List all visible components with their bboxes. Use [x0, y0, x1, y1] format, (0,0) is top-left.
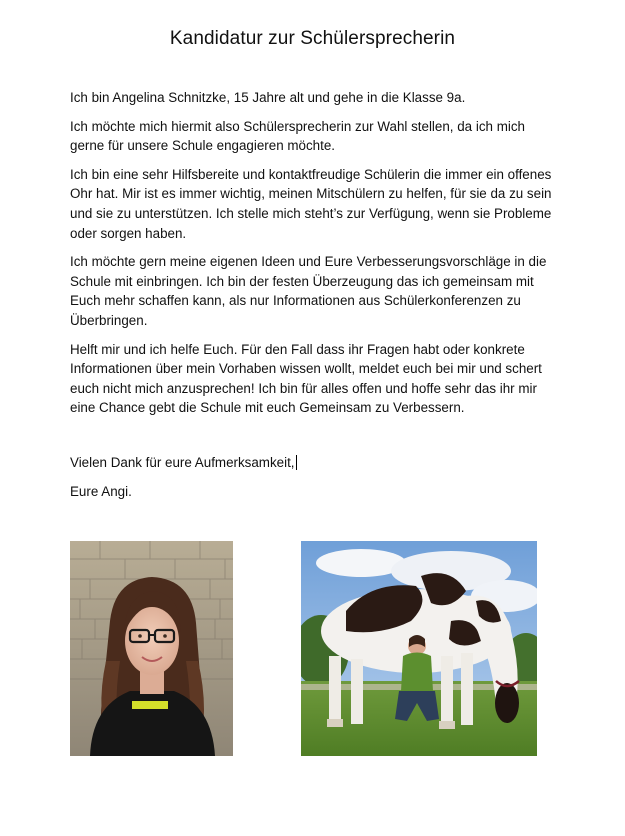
paragraph-personality: Ich bin eine sehr Hilfsbereite und kontaktfreudige Schülerin die immer ein offenes Ohr hat. Mir ist es immer wichtig, meinen Mitschülern zu helfen, für sie da zu sein und sie zu unterstützen. Ich stelle mich steht’s zur Verfügung, wenn sie Probleme oder sorgen haben.	[70, 166, 552, 241]
paragraph-contact: Helft mir und ich helfe Euch. Für den Fall dass ihr Fragen habt oder konkrete Informationen über mein Vorhaben wissen wollt, meldet euch bei mir und schert euch nicht mich anzusprechen! Ich bin für alles offen und hoffe sehr das ihr mir eine Chance gebt die Schule mit euch Gemeinsam zu Verbessern.	[70, 341, 542, 416]
document-title: Kandidatur zur Schülersprecherin	[169, 28, 456, 49]
closing-line	[70, 453, 560, 473]
document-body[interactable]	[70, 88, 560, 510]
horse-photo	[301, 541, 537, 756]
paragraph-ideas: Ich möchte gern meine eigenen Ideen und Eure Verbesserungsvorschläge in die Schule mit einbringen. Ich bin der festen Überzeugung das ich gemeinsam mit Euch mehr schaffen kann, als nur Informationen aus Schülerkonferenzen zu Überbringen.	[70, 254, 547, 328]
paragraph-intro: Ich bin Angelina Schnitzke, 15 Jahre alt und gehe in die Klasse 9a.	[70, 90, 466, 105]
portrait-photo	[70, 541, 233, 756]
paragraph-candidacy: Ich möchte mich hiermit also Schülersprecherin zur Wahl stellen, da ich mich gerne für unsere Schule engagieren möchte.	[70, 118, 525, 154]
text-cursor	[296, 455, 297, 470]
closing-text: Vielen Dank für eure Aufmerksamkeit,	[70, 454, 295, 470]
blank-line	[70, 427, 560, 453]
signature: Eure Angi.	[70, 483, 132, 499]
